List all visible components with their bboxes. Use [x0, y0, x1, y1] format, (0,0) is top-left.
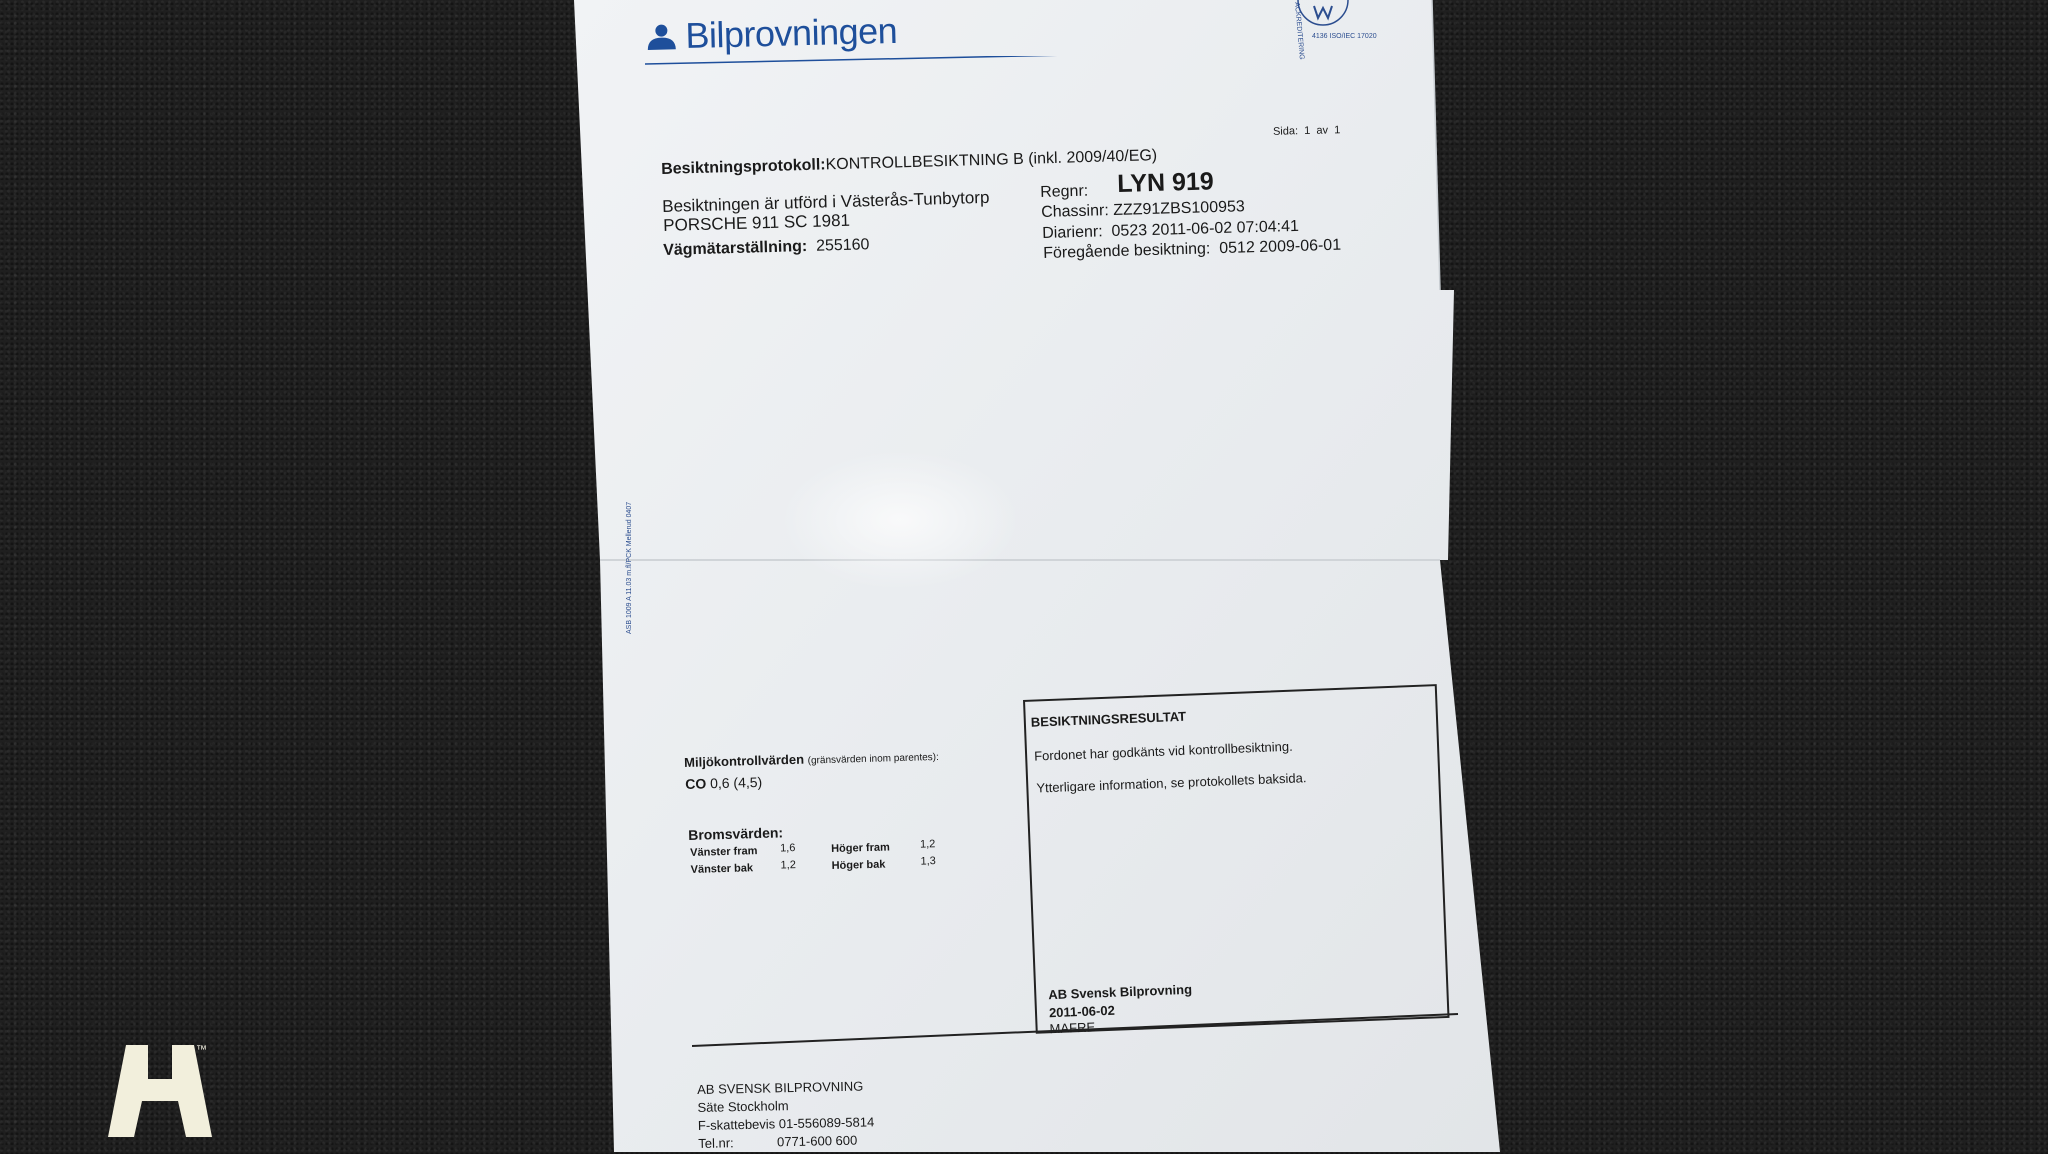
emissions-heading: Miljökontrollvärden (gränsvärden inom parentes): [683, 751, 940, 770]
result-line-1: Fordonet har godkänts vid kontrollbesiktning. [1033, 738, 1293, 764]
previous-inspection: Föregående besiktning: 0512 2009-06-01 [1042, 236, 1342, 262]
brand-name: Bilprovningen [684, 9, 898, 57]
regnr-value: LYN 919 [1116, 167, 1215, 198]
form-code: ASB 1009 A 11.03 m.fl/PCK Mellerud 0407 [626, 501, 633, 634]
vehicle-model: PORSCHE 911 SC 1981 [662, 210, 851, 235]
footer [697, 1078, 875, 1154]
result-box [1023, 684, 1450, 1037]
page-indicator: Sida: 1 av 1 [1272, 124, 1341, 138]
watermark-logo-icon [108, 1045, 212, 1137]
brake-row: Vänster bak 1,2 Höger bak 1,3 [690, 855, 936, 876]
header-rule [645, 56, 1305, 66]
brakes-title: Bromsvärden: [687, 824, 784, 843]
seal-label: ACKREDITERING [1293, 2, 1306, 60]
trademark-icon: ™ [196, 1044, 207, 1056]
protocol-line: Besiktningsprotokoll:KONTROLLBESIKTNING B (inkl. 2009/40/EG) [660, 147, 1158, 178]
odometer: Vägmätarställning: 255160 [662, 236, 870, 259]
footer-rule [692, 1010, 1462, 1050]
result-title: BESIKTNINGSRESULTAT [1030, 708, 1187, 730]
brakes-table [690, 838, 991, 880]
inspection-location: Besiktningen är utförd i Västerås-Tunbytorp [661, 187, 990, 216]
person-icon [645, 23, 678, 52]
result-date: 2011-06-02 [1048, 1002, 1116, 1021]
result-company: AB Svensk Bilprovning [1048, 981, 1193, 1003]
footer-tax: F-skattebevis 01-556089-5814 [697, 1114, 875, 1133]
diarie-number: Diarienr: 0523 2011-06-02 07:04:41 [1041, 217, 1300, 242]
footer-company: AB SVENSK BILPROVNING [697, 1078, 864, 1097]
regnr-label: Regnr: [1039, 182, 1089, 201]
brake-row: Vänster fram 1,6 Höger fram 1,2 [690, 838, 936, 859]
result-line-2: Ytterligare information, se protokollets baksida. [1036, 770, 1307, 796]
chassis-number: Chassinr: ZZZ91ZBS100953 [1040, 198, 1246, 221]
footer-seat: Säte Stockholm [697, 1098, 789, 1115]
result-inspector: MAFRE [1049, 1019, 1096, 1037]
footer-phone: Tel.nr: 0771-600 600 [698, 1132, 858, 1151]
co-value: CO 0,6 (4,5) [684, 773, 763, 792]
seal-sub: 4136 ISO/IEC 17020 [1312, 33, 1377, 40]
